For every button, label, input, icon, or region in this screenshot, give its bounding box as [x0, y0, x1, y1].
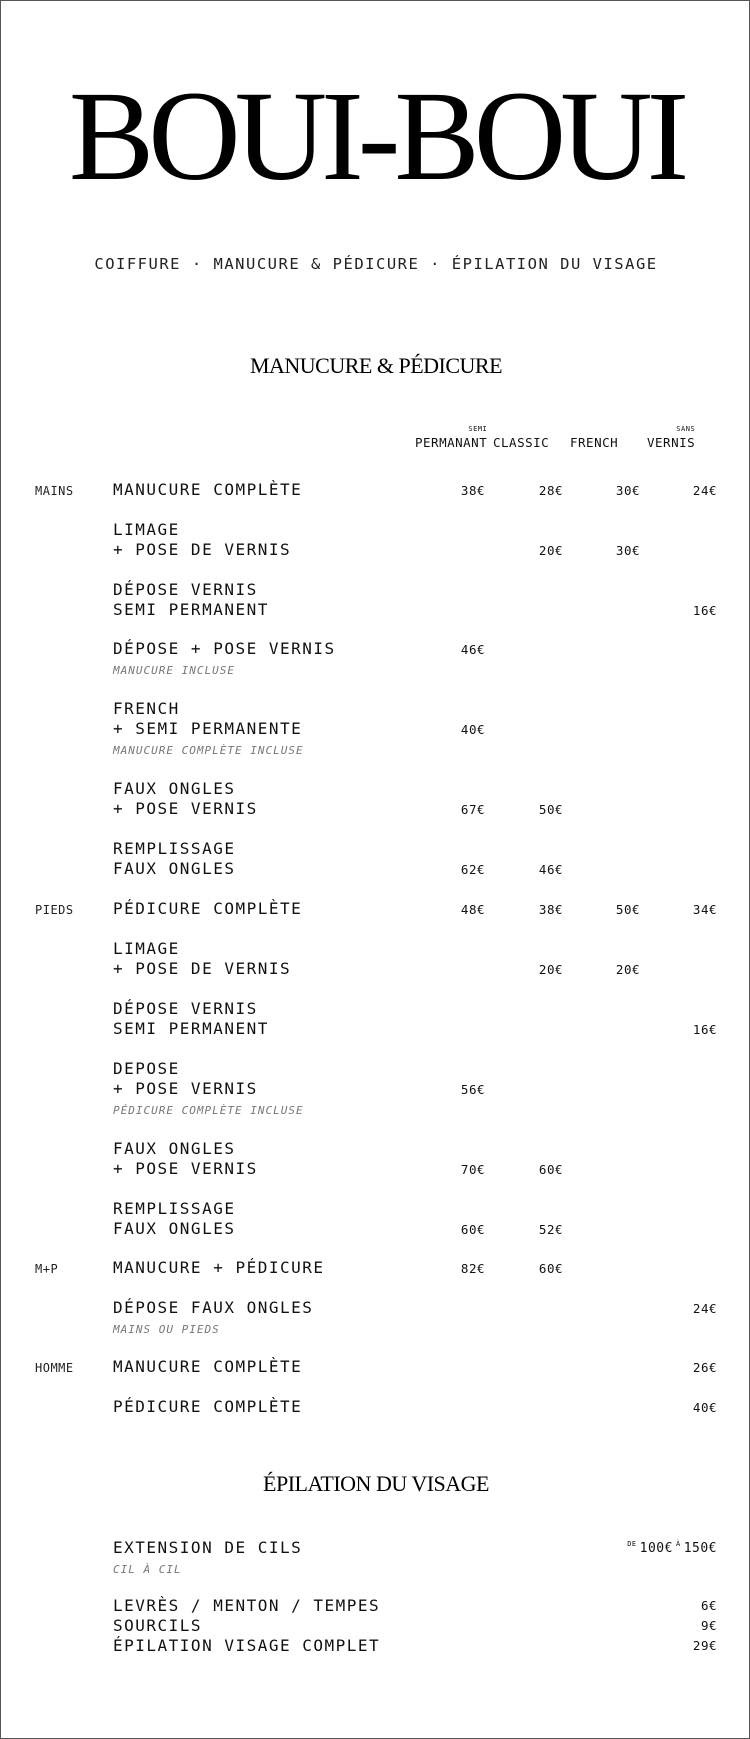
service-name [113, 1059, 304, 1121]
price-cell: 26€ [692, 1360, 717, 1375]
service-note: MAINS OU PIEDS [113, 1323, 220, 1336]
price-cell: 70€ [460, 1162, 485, 1177]
range-to-price: 150€ [683, 1541, 717, 1556]
service-name-line: FAUX ONGLES [113, 1139, 236, 1158]
list-item [113, 1596, 717, 1616]
service-name-line: DÉPOSE VERNIS [113, 580, 258, 599]
service-name [113, 899, 302, 919]
price-cell: 60€ [460, 1222, 485, 1237]
price-cell: 20€ [538, 543, 563, 558]
service-name [113, 779, 258, 819]
epilation-list [113, 1596, 717, 1656]
category-label: HOMME [35, 1361, 74, 1375]
service-name-line: + POSE VERNIS [113, 1079, 258, 1098]
price-cell: 62€ [460, 862, 485, 877]
price-cell: 16€ [692, 603, 717, 618]
service-name-line: MANUCURE + PÉDICURE [113, 1258, 325, 1277]
section-title-manicure: MANUCURE & PÉDICURE [249, 353, 503, 378]
price-cell: 40€ [460, 722, 485, 737]
price-cell: 50€ [538, 802, 563, 817]
service-name [113, 839, 235, 879]
category-label: PIEDS [35, 903, 74, 917]
column-header-sup: SANS [676, 425, 696, 433]
range-to-word: À [675, 1540, 681, 1548]
service-name-line: DÉPOSE + POSE VERNIS [113, 639, 336, 658]
column-header-label: PERMANANT [415, 435, 488, 450]
service-name-line: + POSE VERNIS [113, 1159, 258, 1178]
service-name-line: MANUCURE COMPLÈTE [113, 480, 303, 499]
service-name [113, 1397, 302, 1417]
price-cell: 60€ [538, 1162, 563, 1177]
service-note: MANUCURE COMPLÈTE INCLUSE [113, 744, 304, 757]
service-price: 29€ [692, 1638, 717, 1653]
service-name [113, 1139, 258, 1179]
column-header-label: CLASSIC [493, 435, 550, 450]
service-name-line: LIMAGE [113, 939, 180, 958]
range-from-word: DE [627, 1540, 637, 1548]
service-note: MANUCURE INCLUSE [113, 664, 235, 677]
section-title-epilation: ÉPILATION DU VISAGE [263, 1471, 489, 1496]
service-name-line: + SEMI PERMANENTE [113, 719, 303, 738]
service-name [113, 520, 291, 560]
service-name-line: SEMI PERMANENT [113, 1019, 269, 1038]
service-name [113, 639, 336, 681]
list-item [113, 1636, 717, 1656]
service-name-line: MANUCURE COMPLÈTE [113, 1357, 303, 1376]
service-name [113, 1199, 235, 1239]
service-name [113, 580, 269, 620]
service-name [113, 1298, 313, 1340]
service-name: ÉPILATION VISAGE COMPLET [113, 1636, 381, 1655]
price-cell: 16€ [692, 1022, 717, 1037]
service-name [113, 1538, 302, 1580]
category-label: M+P [35, 1262, 59, 1276]
brand-title: BOUI-BOUI [68, 65, 684, 207]
column-header-sans-vernis [647, 425, 695, 450]
service-name-line: FAUX ONGLES [113, 859, 236, 878]
service-name [113, 699, 304, 761]
service-note: CIL À CIL [113, 1563, 182, 1576]
price-cell: 38€ [460, 483, 485, 498]
price-cell: 50€ [615, 902, 640, 917]
service-name-line: LIMAGE [113, 520, 180, 539]
price-cell: 20€ [538, 962, 563, 977]
service-name [113, 1357, 302, 1377]
price-cell: 20€ [615, 962, 640, 977]
price-cell: 56€ [460, 1082, 485, 1097]
service-name-line: FAUX ONGLES [113, 1219, 236, 1238]
column-header-label: VERNIS [647, 435, 696, 450]
service-name [113, 999, 269, 1039]
service-name: SOURCILS [113, 1616, 203, 1635]
list-item [113, 1616, 717, 1636]
price-cell: 60€ [538, 1261, 563, 1276]
price-cell: 30€ [615, 483, 640, 498]
price-cell: 24€ [692, 483, 717, 498]
service-name: LEVRÈS / MENTON / TEMPES [113, 1596, 381, 1615]
service-name-line: + POSE DE VERNIS [113, 959, 292, 978]
service-name-line: DEPOSE [113, 1059, 180, 1078]
price-cell: 46€ [538, 862, 563, 877]
price-cell: 30€ [615, 543, 640, 558]
service-name-line: REMPLISSAGE [113, 839, 236, 858]
service-price: 9€ [700, 1618, 717, 1633]
service-note: PÉDICURE COMPLÈTE INCLUSE [113, 1104, 304, 1117]
price-cell: 82€ [460, 1261, 485, 1276]
price-cell: 46€ [460, 642, 485, 657]
column-header-french [570, 425, 618, 450]
service-name [113, 480, 302, 500]
column-header-classic [493, 425, 549, 450]
column-header-sup: SEMI [468, 425, 488, 433]
service-name [113, 1258, 325, 1278]
price-cell: 40€ [692, 1400, 717, 1415]
service-name-line: PÉDICURE COMPLÈTE [113, 1397, 303, 1416]
service-name [113, 939, 291, 979]
service-name-line: EXTENSION DE CILS [113, 1538, 303, 1557]
price-cell: 48€ [460, 902, 485, 917]
price-cell: 67€ [460, 802, 485, 817]
service-name-line: DÉPOSE FAUX ONGLES [113, 1298, 314, 1317]
service-price: 6€ [700, 1598, 717, 1613]
price-cell: 38€ [538, 902, 563, 917]
range-from-price: 100€ [639, 1541, 673, 1556]
service-name-line: FRENCH [113, 699, 180, 718]
price-cell: 34€ [692, 902, 717, 917]
category-label: MAINS [35, 484, 74, 498]
column-header-label: FRENCH [570, 435, 619, 450]
service-name-line: + POSE VERNIS [113, 799, 258, 818]
column-header-sup [570, 425, 618, 433]
price-range [624, 1540, 717, 1556]
column-header-semi-permanent [415, 425, 487, 450]
service-name-line: PÉDICURE COMPLÈTE [113, 899, 303, 918]
tagline: COIFFURE · MANUCURE & PÉDICURE · ÉPILATION DU VISAGE [94, 255, 658, 273]
price-cell: 24€ [692, 1301, 717, 1316]
column-header-sup [493, 425, 549, 433]
price-cell: 52€ [538, 1222, 563, 1237]
service-name-line: FAUX ONGLES [113, 779, 236, 798]
service-name-line: SEMI PERMANENT [113, 600, 269, 619]
service-name-line: + POSE DE VERNIS [113, 540, 292, 559]
price-cell: 28€ [538, 483, 563, 498]
service-name-line: DÉPOSE VERNIS [113, 999, 258, 1018]
service-name-line: REMPLISSAGE [113, 1199, 236, 1218]
